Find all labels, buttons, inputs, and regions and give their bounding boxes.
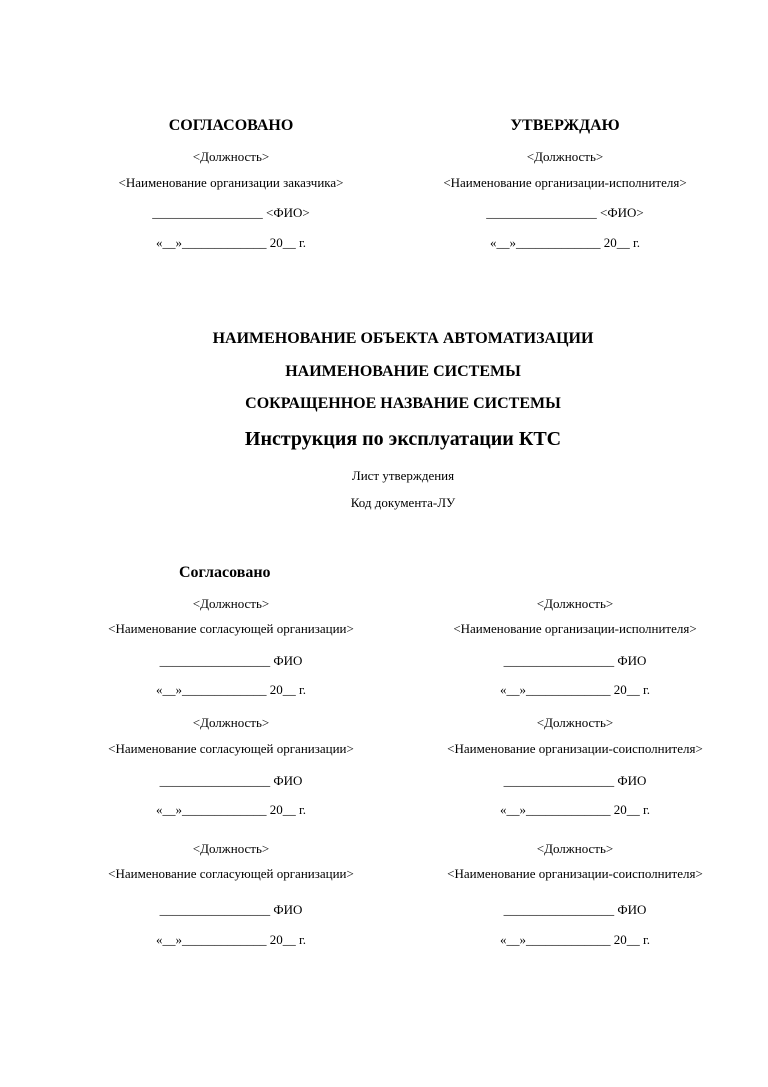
document-code: Код документа-ЛУ <box>350 495 456 510</box>
approval-2-right-date: «__»_____________ 20__ г. <box>499 802 651 817</box>
top-left-position: <Должность> <box>192 149 270 164</box>
approval-1-right-signature: _________________ ФИО <box>503 653 647 668</box>
approval-3-right-signature: _________________ ФИО <box>503 902 647 917</box>
top-right-signature: _________________ <ФИО> <box>486 205 644 220</box>
approval-1-right-org: <Наименование организации-исполнителя> <box>453 621 697 636</box>
approval-3-right-org: <Наименование организации-соисполнителя> <box>447 866 703 881</box>
approval-1-left-org: <Наименование согласующей организации> <box>108 621 354 636</box>
approval-2-right-org: <Наименование организации-соисполнителя> <box>447 741 703 756</box>
approval-2-left-position: <Должность> <box>192 715 270 730</box>
approval-3-right-position: <Должность> <box>536 841 614 856</box>
approval-1-left-position: <Должность> <box>192 596 270 611</box>
approval-2-right-signature: _________________ ФИО <box>503 773 647 788</box>
approval-3-left-org: <Наименование согласующей организации> <box>108 866 354 881</box>
approval-1-left-signature: _________________ ФИО <box>159 653 303 668</box>
approval-3-left-date: «__»_____________ 20__ г. <box>155 932 307 947</box>
approval-1-right-position: <Должность> <box>536 596 614 611</box>
approvals-heading: Согласовано <box>179 564 271 581</box>
top-left-heading: СОГЛАСОВАНО <box>168 117 294 134</box>
object-title: НАИМЕНОВАНИЕ ОБЪЕКТА АВТОМАТИЗАЦИИ <box>212 330 594 347</box>
document-title: Инструкция по эксплуатации КТС <box>244 428 562 450</box>
approval-2-left-signature: _________________ ФИО <box>159 773 303 788</box>
approval-2-left-date: «__»_____________ 20__ г. <box>155 802 307 817</box>
approval-1-left-date: «__»_____________ 20__ г. <box>155 682 307 697</box>
sheet-label: Лист утверждения <box>351 468 455 483</box>
approval-2-left-org: <Наименование согласующей организации> <box>108 741 354 756</box>
top-right-heading: УТВЕРЖДАЮ <box>510 117 620 134</box>
top-left-date: «__»_____________ 20__ г. <box>155 235 307 250</box>
approval-2-right-position: <Должность> <box>536 715 614 730</box>
system-title: НАИМЕНОВАНИЕ СИСТЕМЫ <box>285 363 521 380</box>
approval-3-right-date: «__»_____________ 20__ г. <box>499 932 651 947</box>
top-right-position: <Должность> <box>526 149 604 164</box>
top-right-org: <Наименование организации-исполнителя> <box>443 175 687 190</box>
approval-3-left-signature: _________________ ФИО <box>159 902 303 917</box>
top-right-date: «__»_____________ 20__ г. <box>489 235 641 250</box>
approval-3-left-position: <Должность> <box>192 841 270 856</box>
approval-1-right-date: «__»_____________ 20__ г. <box>499 682 651 697</box>
system-short-name: СОКРАЩЕННОЕ НАЗВАНИЕ СИСТЕМЫ <box>245 395 561 412</box>
top-left-org: <Наименование организации заказчика> <box>118 175 344 190</box>
top-left-signature: _________________ <ФИО> <box>152 205 310 220</box>
